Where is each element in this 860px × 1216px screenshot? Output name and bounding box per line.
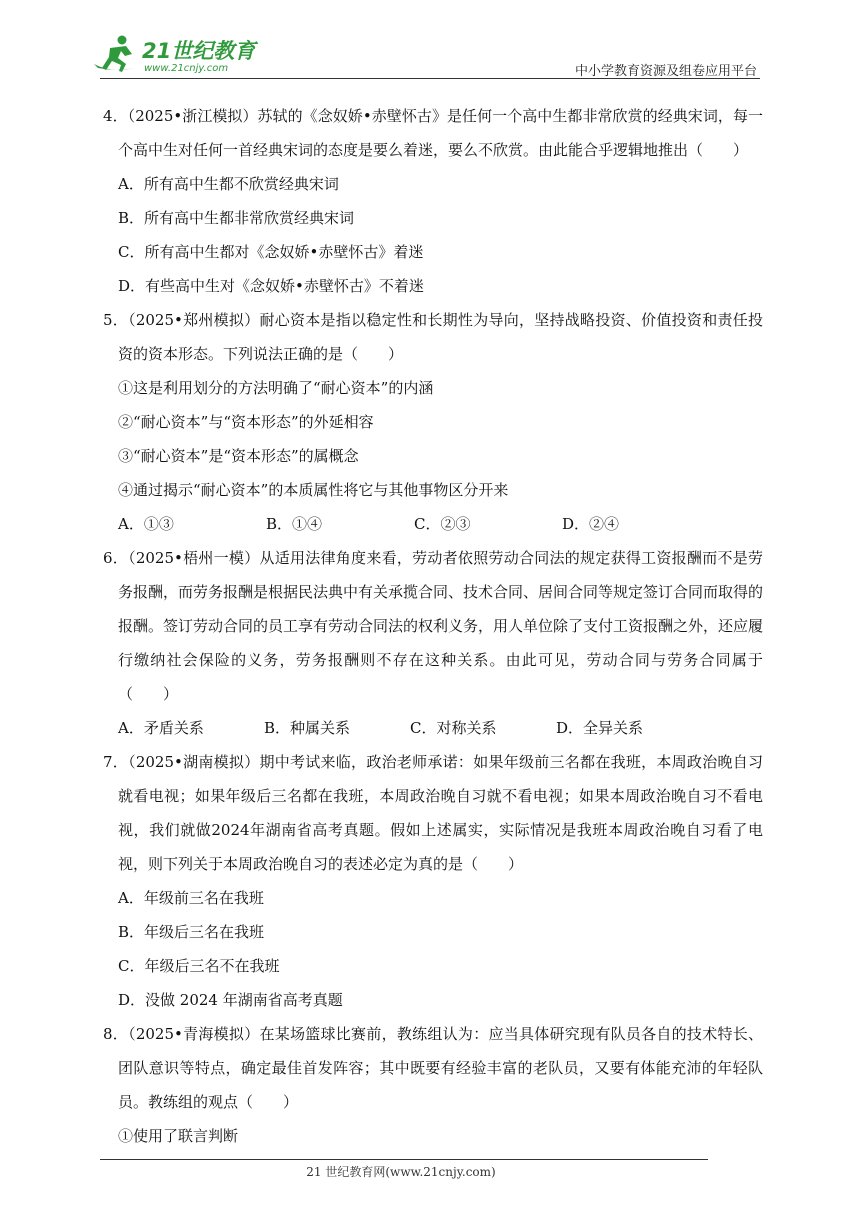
choice-b: B．种属关系 bbox=[264, 719, 351, 737]
logo-url: www.21cnjy.com bbox=[144, 63, 229, 74]
question-stem: 8．（2025•青海模拟）在某场篮球比赛前，教练组认为：应当具体研究现有队员各自的技术特长、团队意识等特点，确定最佳首发阵容；其中既要有经验丰富的老队员，又要有体能充沛的年轻队员。教练组的观点（ ） bbox=[103, 1025, 763, 1111]
logo bbox=[92, 34, 267, 76]
page-footer bbox=[0, 1163, 860, 1180]
option-c: C．年级后三名不在我班 bbox=[118, 957, 280, 975]
header-divider bbox=[100, 78, 760, 79]
question-6 bbox=[103, 541, 763, 745]
choice-row bbox=[103, 711, 763, 745]
choice-b: B．①④ bbox=[266, 515, 323, 533]
option-c: C．所有高中生都对《念奴娇•赤壁怀古》着迷 bbox=[118, 243, 424, 261]
option-b: B．年级后三名在我班 bbox=[118, 923, 265, 941]
page-header bbox=[0, 0, 860, 80]
statement-4: ④通过揭示“耐心资本”的本质属性将它与其他事物区分开来 bbox=[118, 481, 509, 499]
option-d: D．没做 2024 年湖南省高考真题 bbox=[118, 991, 343, 1009]
statement-3: ③“耐心资本”是“资本形态”的属概念 bbox=[118, 447, 359, 465]
footer-divider bbox=[100, 1159, 708, 1160]
question-stem: 4．（2025•浙江模拟）苏轼的《念奴娇•赤壁怀古》是任何一个高中生都非常欣赏的经典宋词，每一个高中生对任何一首经典宋词的态度是要么着迷，要么不欣赏。由此能合乎逻辑地推出（ ） bbox=[103, 107, 763, 159]
question-stem: 5．（2025•郑州模拟）耐心资本是指以稳定性和长期性为导向，坚持战略投资、价值投资和责任投资的资本形态。下列说法正确的是（ ） bbox=[103, 311, 763, 363]
choice-a: A．矛盾关系 bbox=[118, 719, 204, 737]
statement-2: ②“耐心资本”与“资本形态”的外延相容 bbox=[118, 413, 374, 431]
option-a: A．所有高中生都不欣赏经典宋词 bbox=[118, 175, 339, 193]
question-7 bbox=[103, 745, 763, 1017]
option-d: D．有些高中生对《念奴娇•赤壁怀古》不着迷 bbox=[118, 277, 424, 295]
choice-d: D．②④ bbox=[562, 515, 620, 533]
question-4 bbox=[103, 99, 763, 303]
running-figure-icon bbox=[94, 36, 140, 73]
choice-a: A．①③ bbox=[118, 515, 174, 533]
question-list bbox=[103, 99, 763, 1153]
choice-d: D．全异关系 bbox=[556, 719, 644, 737]
question-stem: 7．（2025•湖南模拟）期中考试来临，政治老师承诺：如果年级前三名都在我班，本周政治晚自习就看电视；如果年级后三名都在我班，本周政治晚自习就不看电视；如果本周政治晚自习不看电视，我们就做2024年湖南省高考真题。假如上述属实，实际情况是我班本周政治晚自习看了电视，则下列关于本周政治晚自习的表述必定为真的是（ ） bbox=[103, 753, 763, 873]
choice-c: C．②③ bbox=[414, 515, 471, 533]
question-stem: 6．（2025•梧州一模）从适用法律角度来看，劳动者依照劳动合同法的规定获得工资报酬而不是劳务报酬，而劳务报酬是根据民法典中有关承揽合同、技术合同、居间合同等规定签订合同而取得的报酬。签订劳动合同的员工享有劳动合同法的权利义务，用人单位除了支付工资报酬之外，还应履行缴纳社会保险的义务，劳务报酬则不存在这种关系。由此可见，劳动合同与劳务合同属于（ ） bbox=[103, 549, 764, 703]
question-8 bbox=[103, 1017, 763, 1153]
question-5 bbox=[103, 303, 763, 541]
option-b: B．所有高中生都非常欣赏经典宋词 bbox=[118, 209, 355, 227]
statement-1: ①使用了联言判断 bbox=[118, 1127, 239, 1145]
choice-c: C．对称关系 bbox=[410, 719, 497, 737]
footer-text: 21 世纪教育网(www.21cnjy.com) bbox=[306, 1165, 496, 1179]
choice-row bbox=[103, 507, 763, 541]
statement-1: ①这是利用划分的方法明确了“耐心资本”的内涵 bbox=[118, 379, 434, 397]
header-platform-text: 中小学教育资源及组卷应用平台 bbox=[574, 64, 757, 79]
logo-text: 21世纪教育 bbox=[142, 39, 256, 63]
option-a: A．年级前三名在我班 bbox=[118, 889, 264, 907]
